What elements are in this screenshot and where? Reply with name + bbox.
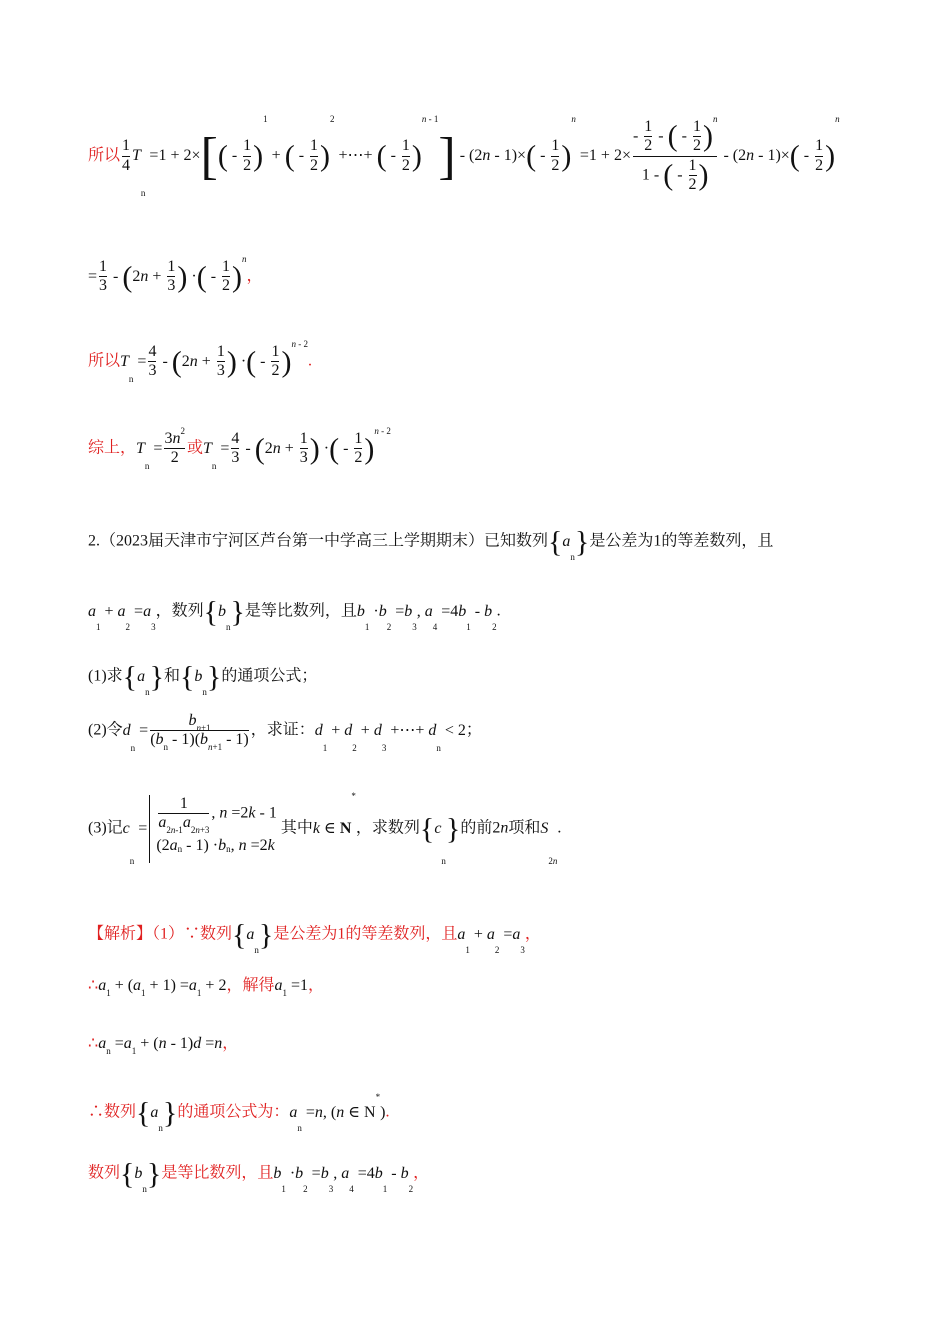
part-1-label: (1)求 xyxy=(88,667,123,685)
s-2n: S2n xyxy=(540,819,558,866)
formula-result-1: = $\frac{1}{3}$ - (2n + $\frac{1}{3}$ ) ·( - $\frac{1}{2}$ )$^n$ xyxy=(88,254,247,295)
solution-line-1 xyxy=(88,918,541,955)
text-jiede: ，解得 xyxy=(226,977,275,994)
solution-label: 【解析】（1）∵数列 xyxy=(88,925,233,943)
cond-a1-a2-2: a1 + a2 =a3 xyxy=(457,925,525,955)
solution-line-5 xyxy=(88,1157,430,1194)
a1-eq-1: a1 =1 xyxy=(274,977,308,998)
solution-line-4 xyxy=(88,1092,390,1133)
seq-an-2: {an} xyxy=(122,660,164,697)
ineq-dn: d1 + d2 + d3 +⋯+ dn < 2 xyxy=(314,721,466,753)
cond-a1-a2: a1 + a2 =a3 xyxy=(88,602,156,632)
derivation-line-1 xyxy=(88,114,840,198)
def-dn: dn = $\frac{bn+1}{(bn - 1)(bn+1 - 1)}$ xyxy=(122,712,249,753)
derivation-line-3 xyxy=(88,339,312,384)
period-4: . xyxy=(385,1103,390,1121)
part-2 xyxy=(88,712,482,753)
comma-2: ， xyxy=(524,925,541,943)
text-zongshang: 综上， xyxy=(88,439,137,457)
seq-an-4: {an} xyxy=(136,1096,178,1133)
text-dengbi-2: 是等比数列，且 xyxy=(161,1164,274,1182)
text-shulie: ，数列 xyxy=(155,602,204,620)
formula-tn-odd: Tn = $\frac{4}{3}$ - (2n + $\frac{1}{3}$ ) ·( - $\frac{1}{2}$ )$^{n - 2}$ xyxy=(120,339,308,384)
two-n: 2n xyxy=(492,819,509,837)
period: . xyxy=(307,352,312,370)
question-2-line-2 xyxy=(88,595,501,632)
question-2-line-1 xyxy=(88,525,774,562)
seq-an-3: {an} xyxy=(232,918,274,955)
comma-5: ， xyxy=(413,1164,430,1182)
therefore-1: ∴ xyxy=(88,977,99,994)
solution-text-1: 是公差为1的等差数列，且 xyxy=(273,925,458,943)
comma-3: ， xyxy=(308,977,325,994)
text-tongxiang: 的通项公式为： xyxy=(177,1103,290,1121)
period-2: . xyxy=(496,602,501,620)
comma-4: ， xyxy=(222,1035,239,1052)
text-qiuzheng: ，求证： xyxy=(250,721,315,739)
period-3: . xyxy=(557,819,562,837)
question-2-text: 是公差为1的等差数列，且 xyxy=(589,532,774,550)
therefore-2: ∴ xyxy=(88,1035,99,1052)
solution-line-2 xyxy=(88,972,325,998)
text-suoyi-2: 所以 xyxy=(88,352,121,370)
part-1-text: 的通项公式； xyxy=(221,667,318,685)
question-2-source: 2.（2023届天津市宁河区芦台第一中学高三上学期期末）已知数列 xyxy=(88,532,549,550)
solution-line-3 xyxy=(88,1030,239,1056)
def-cn: cn = $\frac{1}{a2n-1a2n+3}$ , n =2k - 1 (2an - 1) ·bn, n =2k xyxy=(122,795,277,866)
derivation-line-2 xyxy=(88,254,263,296)
text-suoyi: 所以 xyxy=(88,146,121,164)
seq-bn-3: {bn} xyxy=(120,1157,162,1194)
seq-cn: {cn} xyxy=(419,812,461,866)
semicolon: ； xyxy=(465,721,482,739)
cond-b-2: b1 ·b2 =b3, a4 =4b1 - b2 xyxy=(273,1164,414,1194)
formula-tn-even: Tn = $\frac{3n^2}{2}$ xyxy=(136,426,185,471)
eq-a1: a1 + (a1 + 1) =a1 + 2 xyxy=(98,977,227,998)
seq-bn-2: {bn} xyxy=(180,660,222,697)
part-3 xyxy=(88,791,562,866)
part-3-label: (3)记 xyxy=(88,819,123,837)
an-eq-n: an =n, (n ∈ N*) xyxy=(289,1092,386,1133)
seq-an: {an} xyxy=(548,525,590,562)
text-he: 和 xyxy=(163,667,180,685)
text-deqian: 的前 xyxy=(460,819,493,837)
summary-line xyxy=(88,426,391,471)
part-1 xyxy=(88,660,318,697)
text-xianghe: 项和 xyxy=(508,819,541,837)
cond-b: b1 ·b2 =b3, a4 =4b1 - b2 xyxy=(356,602,497,632)
formula-tn-alt: Tn = $\frac{4}{3}$ - (2n + $\frac{1}{3}$ ) ·( - $\frac{1}{2}$ )$^{n - 2}$ xyxy=(202,426,391,471)
seq-bn: {bn} xyxy=(203,595,245,632)
text-dengbi: 是等比数列，且 xyxy=(244,602,357,620)
text-shulie-3: 数列 xyxy=(88,1164,121,1182)
text-shulie-2: ∴数列 xyxy=(88,1103,137,1121)
text-qiushulie: ，求数列 xyxy=(355,819,420,837)
an-formula: an =a1 + (n - 1)d =n xyxy=(98,1035,223,1056)
text-huo: 或 xyxy=(186,439,203,457)
part-2-label: (2)令 xyxy=(88,721,123,739)
k-in-n: k ∈ N* xyxy=(312,791,356,837)
text-qizhong: 其中 xyxy=(280,819,313,837)
formula-quarter-tn: $\frac{1}{4}$ Tn =1 + 2×[( - $\frac{1}{2}$ )$^1$ + ( - $\frac{1}{2}$ )$^2$ +⋯+ ( - $\frac{1}{2}$ )$^{n - 1}$] - (2n - 1)×( - $\frac{1}{2}$ )$^n$ =1 + 2× - $\frac{1}{2}$ - ( - $\frac{1}{2}$ )$^n$ 1 - ( - $\frac{1}{2}$ ) - (2n - 1)×( - $\frac{1}{2}$ )$^n$ xyxy=(122,114,840,198)
comma: ， xyxy=(246,267,263,285)
